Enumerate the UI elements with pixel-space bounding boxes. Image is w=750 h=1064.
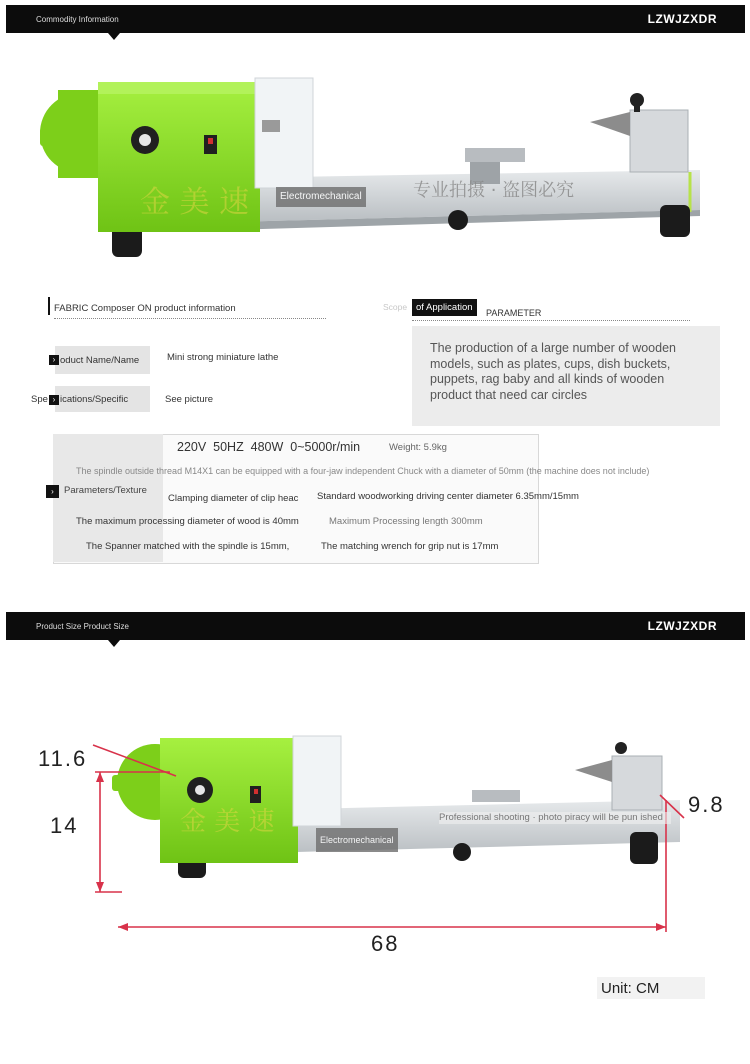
spanner-spec: The Spanner matched with the spindle is 15mm, xyxy=(86,541,290,552)
cn-watermark: 专业拍摄 · 盗图必究 xyxy=(413,180,575,201)
center-spec: Standard woodworking driving center diameter 6.35mm/15mm xyxy=(317,491,579,502)
svg-text:金 美 速: 金 美 速 xyxy=(180,807,275,837)
svg-text:金 美 速: 金 美 速 xyxy=(140,185,250,220)
lathe-photo xyxy=(0,60,750,290)
brand-label: LZWJZXDR xyxy=(647,619,717,633)
parameters-label: Parameters/Texture xyxy=(64,485,147,496)
scope-underline xyxy=(412,320,690,321)
banner-notch xyxy=(108,33,120,40)
title-bar-accent xyxy=(48,297,50,315)
spec-label-right: ications/Specific xyxy=(60,394,129,405)
fabric-title: FABRIC Composer ON product information xyxy=(54,303,236,314)
product-size-banner xyxy=(6,612,745,640)
scope-ghost-text: Scope xyxy=(383,302,408,312)
scope-tab: of Application xyxy=(412,299,477,316)
max-diameter-spec: The maximum processing diameter of wood is 40mm xyxy=(76,516,299,527)
max-length-spec: Maximum Processing length 300mm xyxy=(329,516,483,527)
product-name-arrow-icon: › xyxy=(49,355,59,365)
dimension-right: 9.8 xyxy=(688,792,725,817)
electromechanical-watermark-2: Electromechanical xyxy=(316,828,398,852)
unit-label: Unit: CM xyxy=(601,980,660,997)
dimension-length: 68 xyxy=(371,931,400,956)
electromechanical-watermark: Electromechanical xyxy=(276,187,366,207)
parameters-arrow-icon: › xyxy=(46,485,59,498)
product-name-value: Mini strong miniature lathe xyxy=(167,352,279,363)
banner-title: Product Size Product Size xyxy=(36,622,129,631)
spec-label-left: Spe xyxy=(31,394,48,405)
wrench-spec: The matching wrench for grip nut is 17mm xyxy=(321,541,499,552)
scope-description: The production of a large number of wooden models, such as plates, cups, dish buckets, puppets, rag baby and all kinds of wooden product that need car circles xyxy=(430,341,676,402)
spec-value: See picture xyxy=(165,394,214,405)
title-underline xyxy=(54,318,326,319)
piracy-watermark: Professional shooting · photo piracy will be pun ished xyxy=(439,812,671,824)
banner-notch xyxy=(108,640,120,647)
spec-arrow-icon: › xyxy=(49,395,59,405)
banner-title: Commodity Information xyxy=(36,15,119,24)
clamp-spec: Clamping diameter of clip heac xyxy=(168,493,299,504)
dimension-height: 14 xyxy=(50,813,79,838)
parameter-tab: PARAMETER xyxy=(486,308,542,318)
power-spec: 220V 50HZ 480W 0~5000r/min xyxy=(177,440,361,454)
weight-spec: Weight: 5.9kg xyxy=(389,442,447,453)
product-name-label: oduct Name/Name xyxy=(60,355,140,366)
brand-label: LZWJZXDR xyxy=(647,12,717,26)
thread-spec: The spindle outside thread M14X1 can be equipped with a four-jaw independent Chuck with a diameter of 50mm (the machine does not include) xyxy=(76,466,650,476)
commodity-info-banner xyxy=(6,5,745,33)
dimension-top: 11.6 xyxy=(38,746,88,771)
